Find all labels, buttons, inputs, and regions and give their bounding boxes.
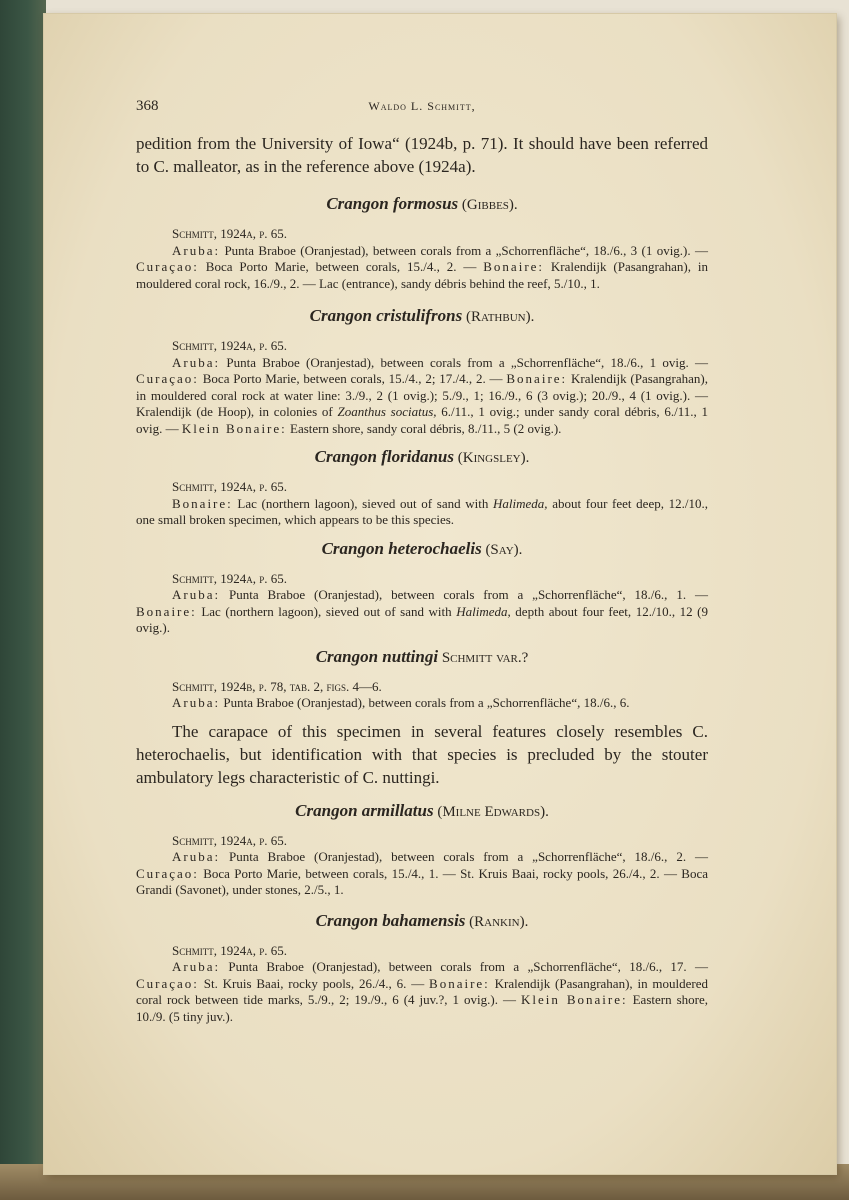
reference-text: Schmitt, 1924a, p. 65. [172, 226, 287, 241]
species-author: (Say). [481, 541, 523, 558]
species-reference [136, 833, 708, 850]
locality-detail: Boca Porto Marie, between corals, 15./4., 2. — [198, 259, 484, 274]
locality-detail: Boca Porto Marie, between corals, 15./4., 2; 17./4., 2. — [198, 371, 507, 386]
text-column [136, 132, 708, 1025]
locality-detail: Kralendijk (Pasangrahan), in mouldered coral rock between tide marks, 5./9., 2; 19./9., 6 (4 juv.?, 1 ovig.). — [136, 975, 708, 1007]
locality-name: Aruba: [172, 354, 221, 370]
species-heading [136, 306, 708, 326]
species-heading [136, 447, 708, 467]
locality-detail: depth about four feet, 12./10., 12 (9 ovig.). [136, 603, 709, 635]
species-section [136, 306, 708, 437]
species-section [136, 911, 708, 1026]
locality-name: Aruba: [172, 695, 221, 710]
locality-name: Bonaire: [172, 495, 233, 511]
species-author: Schmitt var.? [438, 649, 529, 666]
locality-name: Curaçao: [136, 865, 199, 881]
species-author: (Milne Edwards). [433, 803, 549, 820]
intro-paragraph: pedition from the University of Iowa“ (1924b, p. 71). It should have been referred to C. malleator, as in the reference above (1924a). [136, 134, 708, 176]
locality-detail: Eastern shore, 10./9. (5 tiny juv.). [136, 992, 709, 1024]
species-reference [136, 943, 708, 960]
species-name: Crangon armillatus [295, 800, 434, 820]
reference-text: Schmitt, 1924a, p. 65. [172, 338, 287, 353]
species-section [136, 801, 708, 899]
locality-detail: Punta Braboe (Oranjestad), between corals from a „Schorrenfläche“, 18./6., 3 (1 ovig.). — [220, 242, 708, 258]
locality-name: Aruba: [172, 849, 221, 864]
locality-name: Klein Bonaire: [520, 992, 628, 1007]
species-reference [136, 679, 708, 696]
species-locality-text [136, 355, 708, 438]
page-number: 368 [136, 98, 159, 114]
locality-detail: 6./11., 1 ovig.; under sandy coral débris, 6./11., 1 ovig. — [136, 404, 708, 436]
species-reference [136, 571, 708, 588]
species-reference [136, 226, 708, 243]
species-locality-text [136, 849, 708, 899]
italic-taxon: Halimeda, [456, 603, 511, 619]
reference-text: Schmitt, 1924b, p. 78, tab. 2, figs. 4—6. [172, 678, 382, 694]
reference-text: Schmitt, 1924a, p. 65. [172, 942, 287, 958]
locality-name: Aruba: [172, 959, 221, 974]
species-heading [136, 539, 708, 559]
locality-detail: about four feet deep, 12./10., one small broken specimen, which appears to be this species. [136, 495, 708, 527]
species-locality-text [136, 587, 708, 637]
locality-name: Aruba: [172, 242, 221, 258]
species-locality-text [136, 243, 708, 293]
locality-name: Bonaire: [429, 975, 490, 991]
species-name: Crangon nuttingi [315, 646, 439, 666]
species-section [136, 647, 708, 789]
species-author: (Gibbes). [458, 197, 518, 213]
locality-name: Bonaire: [483, 259, 545, 274]
italic-taxon: Halimeda, [493, 495, 548, 511]
italic-taxon: Zoanthus sociatus, [337, 404, 437, 419]
species-section [136, 539, 708, 637]
species-reference [136, 338, 708, 355]
species-author: (Kingsley). [454, 450, 530, 466]
species-name: Crangon formosus [326, 194, 459, 213]
locality-name: Aruba: [172, 587, 221, 602]
species-heading [136, 911, 708, 931]
species-name: Crangon heterochaelis [321, 538, 482, 558]
species-author: (Rathbun). [462, 309, 535, 325]
species-locality-text [136, 695, 708, 712]
species-name: Crangon cristulifrons [309, 306, 463, 325]
locality-detail: Lac (northern lagoon), sieved out of sand with [196, 603, 457, 619]
species-locality-text [136, 496, 708, 529]
locality-detail: Punta Braboe (Oranjestad), between corals from a „Schorrenfläche“, 18./6., 6. [220, 695, 630, 710]
species-heading [136, 194, 708, 214]
running-head [136, 98, 708, 118]
locality-name: Curaçao: [136, 371, 199, 386]
reference-text: Schmitt, 1924a, p. 65. [172, 570, 287, 586]
book-cover-left-edge [0, 0, 46, 1200]
locality-detail: Punta Braboe (Oranjestad), between corals from a „Schorrenfläche“, 18./6., 17. — [220, 959, 708, 974]
reference-text: Schmitt, 1924a, p. 65. [172, 832, 287, 848]
species-note: The carapace of this specimen in several features closely resembles C. heterochaelis, but identification with that species is precluded by the stouter ambulatory legs characteristic of C. nuttingi. [136, 721, 708, 787]
locality-name: Curaçao: [136, 259, 199, 274]
reference-text: Schmitt, 1924a, p. 65. [172, 479, 287, 494]
locality-detail: Punta Braboe (Oranjestad), between corals from a „Schorrenfläche“, 18./6., 2. — [220, 849, 708, 864]
locality-detail: Punta Braboe (Oranjestad), between corals from a „Schorrenfläche“, 18./6., 1 ovig. — [220, 354, 708, 370]
locality-detail: Lac (northern lagoon), sieved out of sand with [232, 495, 494, 511]
locality-name: Curaçao: [136, 975, 199, 991]
locality-detail: Kralendijk (Pasangrahan), in mouldered coral rock, 16./9., 2. — Lac (entrance), sandy débris behind the reef, 5./10., 1. [136, 259, 708, 291]
species-section [136, 194, 708, 292]
locality-name: Klein Bonaire: [181, 420, 287, 436]
locality-detail: Kralendijk (Pasangrahan), in mouldered coral rock at water line: 3./9., 2 (1 ovig.); 5./9., 1; 16./9., 6 (3 ovig.); 20./9., 4 (1 ovig.). — Kralendijk (de Hoop), in colonies of [136, 371, 709, 419]
species-reference [136, 479, 708, 496]
running-title: Waldo L. Schmitt, [368, 99, 476, 113]
species-heading [136, 801, 708, 821]
locality-detail: Boca Porto Marie, between corals, 15./4., 1. — St. Kruis Baai, rocky pools, 26./4., 2. — Boca Grandi (Savonet), under stones, 2./5., 1. [136, 865, 708, 897]
species-name: Crangon floridanus [314, 447, 454, 466]
locality-name: Bonaire: [506, 371, 568, 386]
species-section [136, 447, 708, 529]
locality-name: Bonaire: [136, 603, 197, 619]
locality-detail: Eastern shore, sandy coral débris, 8./11., 5 (2 ovig.). [286, 420, 562, 436]
locality-detail: Punta Braboe (Oranjestad), between corals from a „Schorrenfläche“, 18./6., 1. — [220, 587, 708, 602]
species-author: (Rankin). [465, 913, 529, 930]
species-locality-text [136, 959, 708, 1025]
locality-detail: St. Kruis Baai, rocky pools, 26./4., 6. — [198, 975, 430, 991]
species-name: Crangon bahamensis [315, 910, 466, 930]
species-heading [136, 647, 708, 667]
